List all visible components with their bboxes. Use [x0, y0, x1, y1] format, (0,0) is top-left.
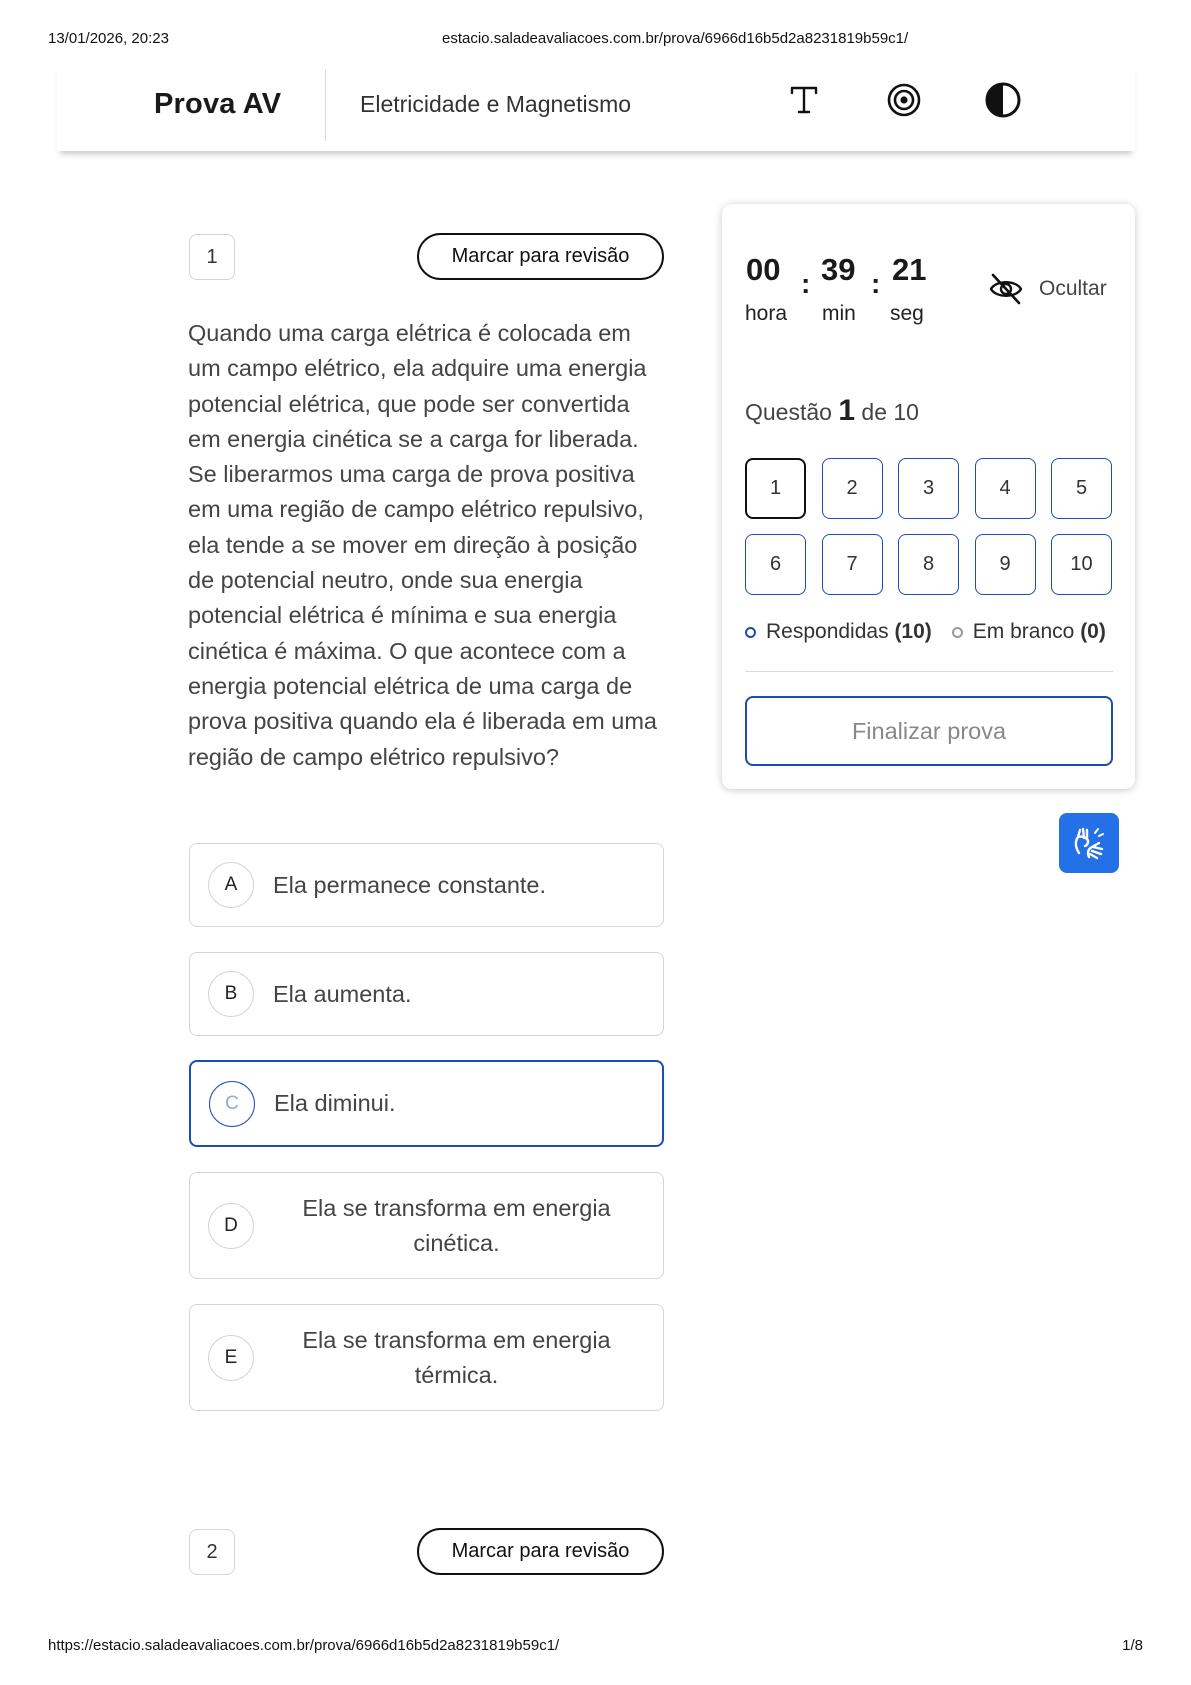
- question-nav-button[interactable]: 7: [822, 534, 883, 595]
- option-letter: D: [208, 1203, 254, 1249]
- mark-for-review-button[interactable]: Marcar para revisão: [417, 1528, 664, 1575]
- question-counter-suffix: de 10: [861, 399, 919, 425]
- legend-answered: [745, 620, 932, 644]
- contrast-button[interactable]: [981, 78, 1025, 122]
- option-letter: B: [208, 971, 254, 1017]
- question-nav-button[interactable]: 3: [898, 458, 959, 519]
- question-nav-button-current[interactable]: 1: [745, 458, 806, 519]
- option-text: Ela permanece constante.: [273, 871, 547, 898]
- option-letter: C: [209, 1081, 255, 1127]
- eye-off-icon: [987, 270, 1025, 308]
- font-size-icon: [788, 84, 820, 116]
- option-letter: A: [208, 862, 254, 908]
- sign-language-icon: [1069, 823, 1109, 863]
- blank-dot-icon: [952, 627, 963, 638]
- panel-divider: [745, 671, 1113, 672]
- question-nav-button[interactable]: 5: [1051, 458, 1112, 519]
- question-counter-prefix: Questão: [745, 399, 832, 425]
- timer-seconds-label: seg: [890, 302, 924, 325]
- focus-mode-button[interactable]: [882, 78, 926, 122]
- question-number-badge: 2: [189, 1529, 235, 1575]
- question-counter-current: 1: [838, 394, 856, 427]
- legend-blank: [952, 620, 1106, 644]
- exam-status-panel: [722, 204, 1135, 789]
- target-icon: [886, 82, 922, 118]
- legend-blank-count: (0): [1080, 620, 1106, 643]
- question-nav-button[interactable]: 8: [898, 534, 959, 595]
- question-number-badge: 1: [189, 234, 235, 280]
- legend-answered-count: (10): [894, 620, 932, 643]
- answer-legend: [745, 620, 1106, 644]
- option-text: Ela diminui.: [274, 1090, 396, 1116]
- print-page-number: 1/8: [1122, 1637, 1143, 1654]
- timer-separator: :: [801, 268, 811, 299]
- question-nav-button[interactable]: 9: [975, 534, 1036, 595]
- option-c-selected[interactable]: [189, 1060, 664, 1147]
- hide-timer-label: Ocultar: [1039, 277, 1107, 300]
- hide-timer-button[interactable]: [987, 270, 1107, 308]
- brand-title: Prova AV: [154, 88, 282, 120]
- option-d[interactable]: [189, 1172, 664, 1279]
- option-letter: E: [208, 1335, 254, 1381]
- print-date: 13/01/2026, 20:23: [48, 30, 169, 47]
- option-a[interactable]: [189, 843, 664, 927]
- header-divider: [325, 70, 326, 141]
- font-size-button[interactable]: [782, 78, 826, 122]
- timer-minutes-label: min: [822, 302, 856, 325]
- option-text: Ela se transforma em energia cinética.: [302, 1194, 611, 1256]
- option-text: Ela aumenta.: [273, 980, 412, 1007]
- top-bar: [57, 62, 1135, 151]
- option-text: Ela se transforma em energia térmica.: [302, 1326, 611, 1388]
- finish-exam-button[interactable]: Finalizar prova: [745, 696, 1113, 766]
- question-counter: [745, 394, 919, 428]
- option-e[interactable]: [189, 1304, 664, 1411]
- print-url: estacio.saladeavaliacoes.com.br/prova/6966d16b5d2a8231819b59c1/: [442, 30, 909, 47]
- legend-blank-label: Em branco: [972, 620, 1075, 643]
- question-statement: Quando uma carga elétrica é colocada em um campo elétrico, ela adquire uma energia potencial elétrica, que pode ser convertida em energia cinética se a carga for liberada. Se liberarmos uma carga de prova positiva em uma região de campo elétrico repulsivo, ela tende a se mover em direção à posição de potencial neutro, onde sua energia potencial elétrica é mínima e sua energia cinética é máxima. O que acontece com a energia potencial elétrica de uma carga de prova positiva quando ela é liberada em uma região de campo elétrico repulsivo?: [188, 320, 657, 770]
- timer-seconds: 21: [892, 252, 927, 287]
- option-b[interactable]: [189, 952, 664, 1036]
- question-nav-button[interactable]: 4: [975, 458, 1036, 519]
- timer-minutes: 39: [821, 252, 856, 287]
- legend-answered-label: Respondidas: [766, 620, 889, 643]
- question-nav-button[interactable]: 2: [822, 458, 883, 519]
- libras-accessibility-button[interactable]: [1059, 813, 1119, 873]
- mark-for-review-button[interactable]: Marcar para revisão: [417, 233, 664, 280]
- contrast-icon: [984, 81, 1022, 119]
- timer-hours: 00: [746, 252, 781, 287]
- timer-separator: :: [871, 268, 881, 299]
- question-navigator: [745, 458, 1113, 595]
- answered-dot-icon: [745, 627, 756, 638]
- subject-title: Eletricidade e Magnetismo: [360, 91, 632, 117]
- timer-hours-label: hora: [745, 302, 788, 325]
- print-footer-url: https://estacio.saladeavaliacoes.com.br/prova/6966d16b5d2a8231819b59c1/: [48, 1637, 560, 1654]
- question-nav-button[interactable]: 6: [745, 534, 806, 595]
- question-nav-button[interactable]: 10: [1051, 534, 1112, 595]
